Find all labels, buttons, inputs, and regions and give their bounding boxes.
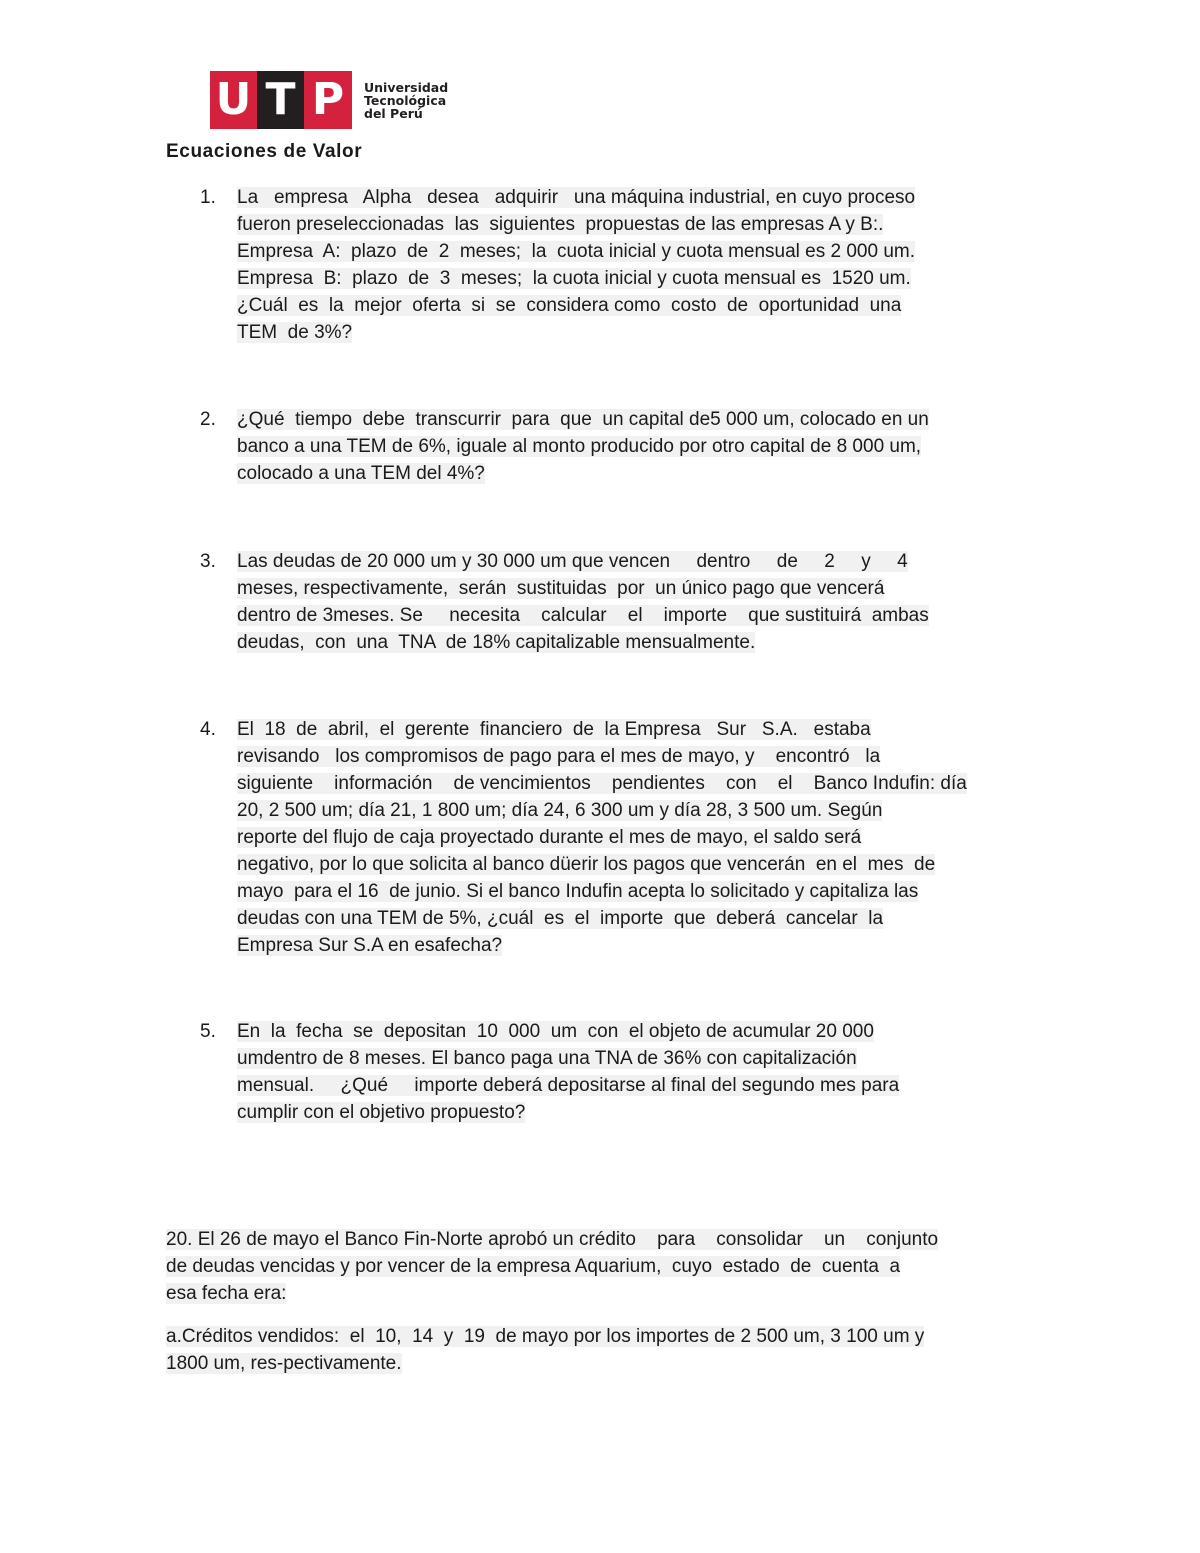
question-text: [237, 1018, 1037, 1126]
question-line: El 18 de abril, el gerente financiero de la Empresa Sur S.A. estaba: [237, 719, 871, 740]
question-text: [237, 406, 1037, 487]
question-number: 3.: [200, 551, 216, 572]
logo-text-line-1: Universidad: [364, 79, 449, 95]
logo-text-line-2: Tecnológica: [364, 92, 447, 108]
question-line: Las deudas de 20 000 um y 30 000 um que vencen dentro de 2 y 4: [237, 551, 908, 572]
paragraph-line: 1800 um, res-pectivamente.: [166, 1353, 402, 1374]
question-line: negativo, por lo que solicita al banco düerir los pagos que vencerán en el mes de: [237, 854, 936, 875]
paragraph-line: de deudas vencidas y por vencer de la empresa Aquarium, cuyo estado de cuenta a: [166, 1256, 901, 1277]
question-number: 5.: [200, 1021, 216, 1042]
question-line: fueron preseleccionadas las siguientes propuestas de las empresas A y B:.: [237, 214, 884, 235]
question-line: Empresa A: plazo de 2 meses; la cuota inicial y cuota mensual es 2 000 um.: [237, 241, 916, 262]
utp-logo: [210, 71, 448, 129]
question-line: umdentro de 8 meses. El banco paga una TNA de 36% con capitalización: [237, 1048, 857, 1069]
question-line: En la fecha se depositan 10 000 um con el objeto de acumular 20 000: [237, 1021, 874, 1042]
logo-wordmark: [364, 71, 448, 129]
paragraph-line: 20. El 26 de mayo el Banco Fin-Norte aprobó un crédito para consolidar un conjunto: [166, 1229, 939, 1250]
question-line: revisando los compromisos de pago para el mes de mayo, y encontró la: [237, 746, 881, 767]
question-line: colocado a una TEM del 4%?: [237, 463, 485, 484]
question-line: TEM de 3%?: [237, 322, 353, 343]
logo-letter-t: T: [257, 71, 304, 129]
logo-letter-p: P: [304, 71, 352, 129]
question-line: ¿Qué tiempo debe transcurrir para que un capital de5 000 um, colocado en un: [237, 409, 929, 430]
question-line: siguiente información de vencimientos pendientes con el Banco Indufin: día: [237, 773, 967, 794]
logo-letter-u: U: [210, 71, 257, 129]
paragraph-item-a: [166, 1323, 1036, 1377]
question-line: La empresa Alpha desea adquirir una máquina industrial, en cuyo proceso: [237, 187, 916, 208]
paragraph-line: a.Créditos vendidos: el 10, 14 y 19 de mayo por los importes de 2 500 um, 3 100 um y: [166, 1326, 925, 1347]
question-line: Empresa Sur S.A en esafecha?: [237, 935, 503, 956]
document-title: Ecuaciones de Valor: [166, 141, 363, 162]
question-number: 2.: [200, 409, 216, 430]
question-line: mensual. ¿Qué importe deberá depositarse al final del segundo mes para: [237, 1075, 900, 1096]
question-line: dentro de 3meses. Se necesita calcular el importe que sustituirá ambas: [237, 605, 929, 626]
question-number: 1.: [200, 187, 216, 208]
question-line: banco a una TEM de 6%, iguale al monto producido por otro capital de 8 000 um,: [237, 436, 922, 457]
question-text: [237, 548, 1037, 656]
paragraph-line: esa fecha era:: [166, 1283, 287, 1304]
question-text: [237, 184, 1037, 346]
question-number: 4.: [200, 719, 216, 740]
question-line: cumplir con el objetivo propuesto?: [237, 1102, 526, 1123]
question-line: reporte del flujo de caja proyectado durante el mes de mayo, el saldo será: [237, 827, 862, 848]
question-line: meses, respectivamente, serán sustituidas por un único pago que vencerá: [237, 578, 885, 599]
question-line: deudas, con una TNA de 18% capitalizable mensualmente.: [237, 632, 756, 653]
paragraph-problem-20: [166, 1226, 1036, 1307]
question-line: mayo para el 16 de junio. Si el banco Indufin acepta lo solicitado y capitaliza las: [237, 881, 919, 902]
question-line: Empresa B: plazo de 3 meses; la cuota inicial y cuota mensual es 1520 um.: [237, 268, 911, 289]
question-text: [237, 716, 1037, 959]
question-line: 20, 2 500 um; día 21, 1 800 um; día 24, 6 300 um y día 28, 3 500 um. Según: [237, 800, 883, 821]
question-line: deudas con una TEM de 5%, ¿cuál es el importe que deberá cancelar la: [237, 908, 884, 929]
question-line: ¿Cuál es la mejor oferta si se considera como costo de oportunidad una: [237, 295, 902, 316]
logo-text-line-3: del Perú: [364, 105, 423, 121]
